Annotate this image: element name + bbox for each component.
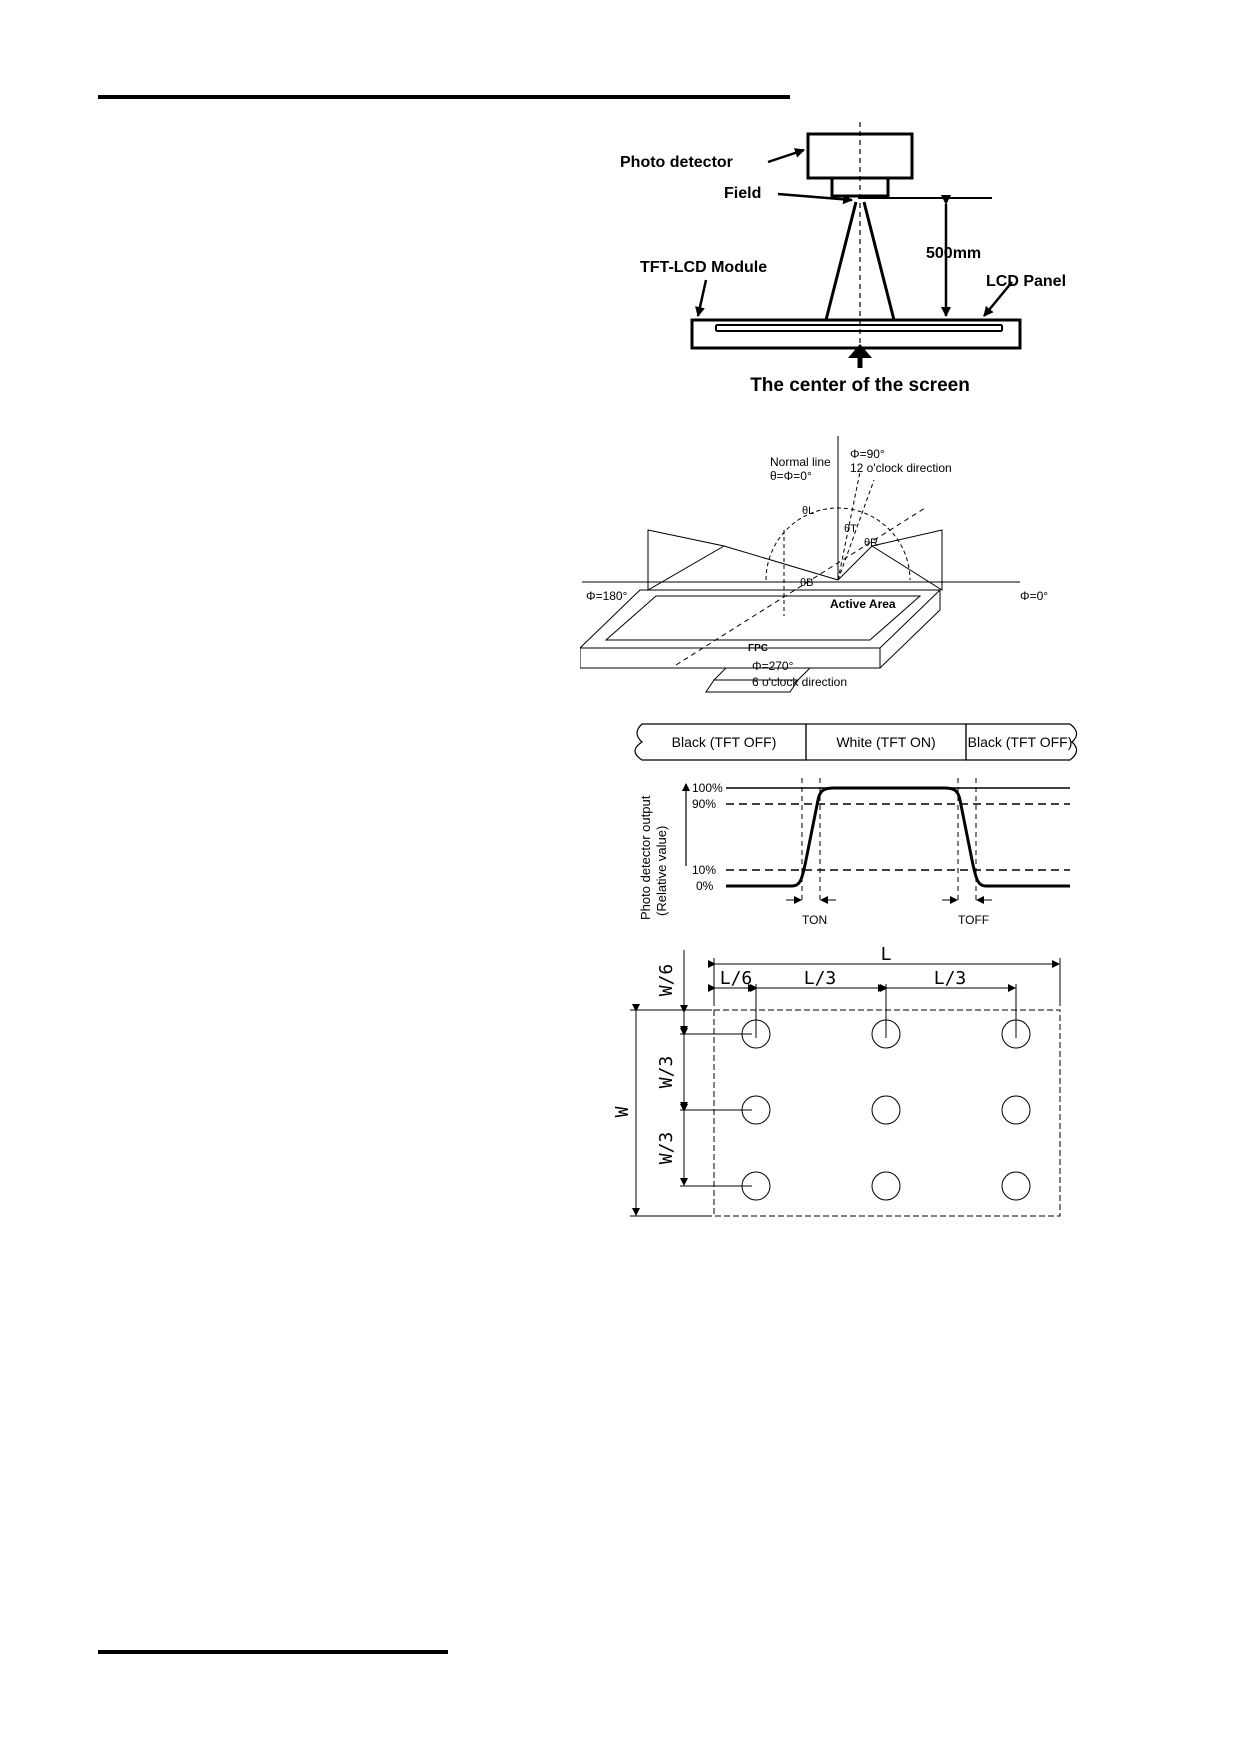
clock-6-label: 6 o'clock direction	[752, 675, 848, 689]
black-tft-off-left: Black (TFT OFF)	[671, 734, 777, 750]
phi-180-label: Φ=180°	[586, 589, 628, 603]
dim-L3-second: L/3	[933, 968, 967, 989]
dim-W: W	[612, 1106, 633, 1118]
distance-label: 500mm	[926, 245, 982, 262]
footer-rule	[98, 1650, 448, 1654]
tick-10: 10%	[692, 863, 717, 877]
dim-L: L	[880, 944, 892, 965]
active-area-label: Active Area	[830, 597, 896, 611]
dim-W6: W/6	[656, 963, 677, 997]
dim-W3-first: W/3	[656, 1055, 677, 1089]
theta-r-label: θR	[864, 537, 879, 549]
phi-270-label: Φ=270°	[752, 659, 794, 673]
field-label: Field	[724, 185, 762, 202]
phi-0-label: Φ=0°	[1020, 589, 1049, 603]
dim-L3-first: L/3	[803, 968, 837, 989]
theta-l-label: θL	[802, 505, 815, 517]
measurement-setup-diagram	[600, 120, 1100, 410]
tft-lcd-module-label: TFT-LCD Module	[640, 259, 768, 276]
dim-L6: L/6	[719, 968, 753, 989]
center-of-screen-caption: The center of the screen	[750, 375, 970, 396]
lcd-panel-label: LCD Panel	[986, 273, 1067, 290]
ylabel-line1: Photo detector output	[638, 795, 653, 920]
header-rule	[98, 95, 790, 99]
normal-eq-label: θ=Φ=0°	[770, 469, 812, 483]
viewing-angle-diagram	[580, 430, 1080, 700]
t-off-label: TOFF	[958, 913, 990, 927]
tick-90: 90%	[692, 797, 717, 811]
normal-line-label: Normal line	[770, 455, 831, 469]
theta-t-label: θT	[844, 523, 857, 535]
measurement-points-diagram	[600, 940, 1080, 1230]
tick-100: 100%	[692, 781, 723, 795]
clock-12-label: 12 o'clock direction	[850, 461, 952, 475]
photo-detector-label: Photo detector	[620, 154, 733, 171]
black-tft-off-right: Black (TFT OFF)	[967, 734, 1073, 750]
white-tft-on: White (TFT ON)	[836, 734, 936, 750]
tick-0: 0%	[696, 879, 714, 893]
ylabel-line2: (Relative value)	[654, 825, 669, 916]
fpc-label: FPC	[748, 643, 768, 654]
dim-W3-second: W/3	[656, 1131, 677, 1165]
phi-90-label: Φ=90°	[850, 447, 885, 461]
theta-b-label: θB	[800, 577, 814, 589]
response-time-diagram	[630, 720, 1110, 940]
t-on-label: TON	[802, 913, 828, 927]
